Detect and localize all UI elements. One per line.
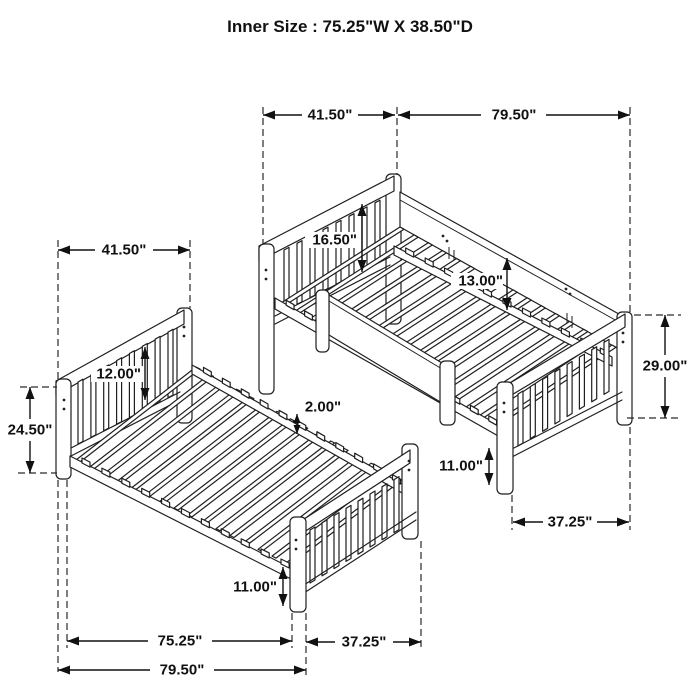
dim-label-lower-overall-length: 79.50" <box>159 661 205 679</box>
lower-headboard-near-post <box>56 379 71 479</box>
dim-upper-length <box>398 107 630 124</box>
board-spindle <box>592 347 597 402</box>
board-spindle <box>579 354 584 409</box>
board-spindle <box>129 351 134 418</box>
dim-lower-footboard-width <box>306 634 421 651</box>
deck-slat <box>202 434 321 524</box>
dim-label-lower-slat-thickness: 2.00" <box>304 398 342 416</box>
board-spindle <box>518 391 523 446</box>
dim-label-lower-inner-length: 75.25" <box>157 632 203 650</box>
dim-label-lower-width: 41.50" <box>101 241 147 259</box>
dim-label-upper-leg-height: 11.00" <box>439 457 483 475</box>
dim-label-lower-headboard-height: 24.50" <box>7 421 53 439</box>
board-spindle <box>604 339 609 394</box>
dim-label-upper-length: 79.50" <box>491 106 537 124</box>
board-spindle <box>555 369 560 424</box>
board-spindle <box>322 520 327 576</box>
board-spindle <box>346 505 351 561</box>
deck-slat <box>230 448 348 537</box>
dim-upper-footboard-height <box>643 315 688 418</box>
upper-guard-rail-left-post <box>316 290 329 352</box>
upper-guard-rail-right-post <box>440 361 455 425</box>
dim-lower-width <box>58 242 190 259</box>
upper-bed-drawing <box>259 174 632 494</box>
dim-label-upper-headboard-height: 16.50" <box>312 231 357 249</box>
dim-label-upper-width: 41.50" <box>307 106 353 124</box>
upper-headboard-near-post <box>259 244 274 394</box>
dim-label-upper-footboard-height: 29.00" <box>642 357 688 375</box>
dim-upper-footboard-width <box>513 514 629 531</box>
dim-upper-width <box>263 107 395 124</box>
board-spindle <box>358 498 363 554</box>
lower-footboard-near-post <box>290 517 306 612</box>
board-spindle <box>310 527 315 583</box>
board-spindle <box>336 220 341 284</box>
board-spindle <box>543 376 548 431</box>
dim-lower-inner-length <box>67 633 292 650</box>
board-spindle <box>530 384 535 439</box>
dim-label-upper-backrest-height: 13.00" <box>458 272 503 290</box>
board-spindle <box>375 200 380 264</box>
dim-lower-headboard-height <box>8 387 53 473</box>
page-title: Inner Size : 75.25"W X 38.50"D <box>227 17 473 36</box>
board-spindle <box>155 336 160 404</box>
dim-label-lower-headboard-panel: 12.00" <box>96 365 141 383</box>
dim-label-lower-footboard-width: 37.25" <box>341 633 387 651</box>
dim-lower-overall-length <box>58 662 306 679</box>
board-spindle <box>567 362 572 417</box>
dim-label-lower-leg-height: 11.00" <box>233 578 277 596</box>
board-spindle <box>334 513 339 569</box>
dim-label-upper-footboard-width: 37.25" <box>547 513 593 531</box>
upper-footboard-near-post <box>497 382 513 494</box>
board-spindle <box>78 379 83 444</box>
dim-upper-leg-height <box>431 448 494 485</box>
